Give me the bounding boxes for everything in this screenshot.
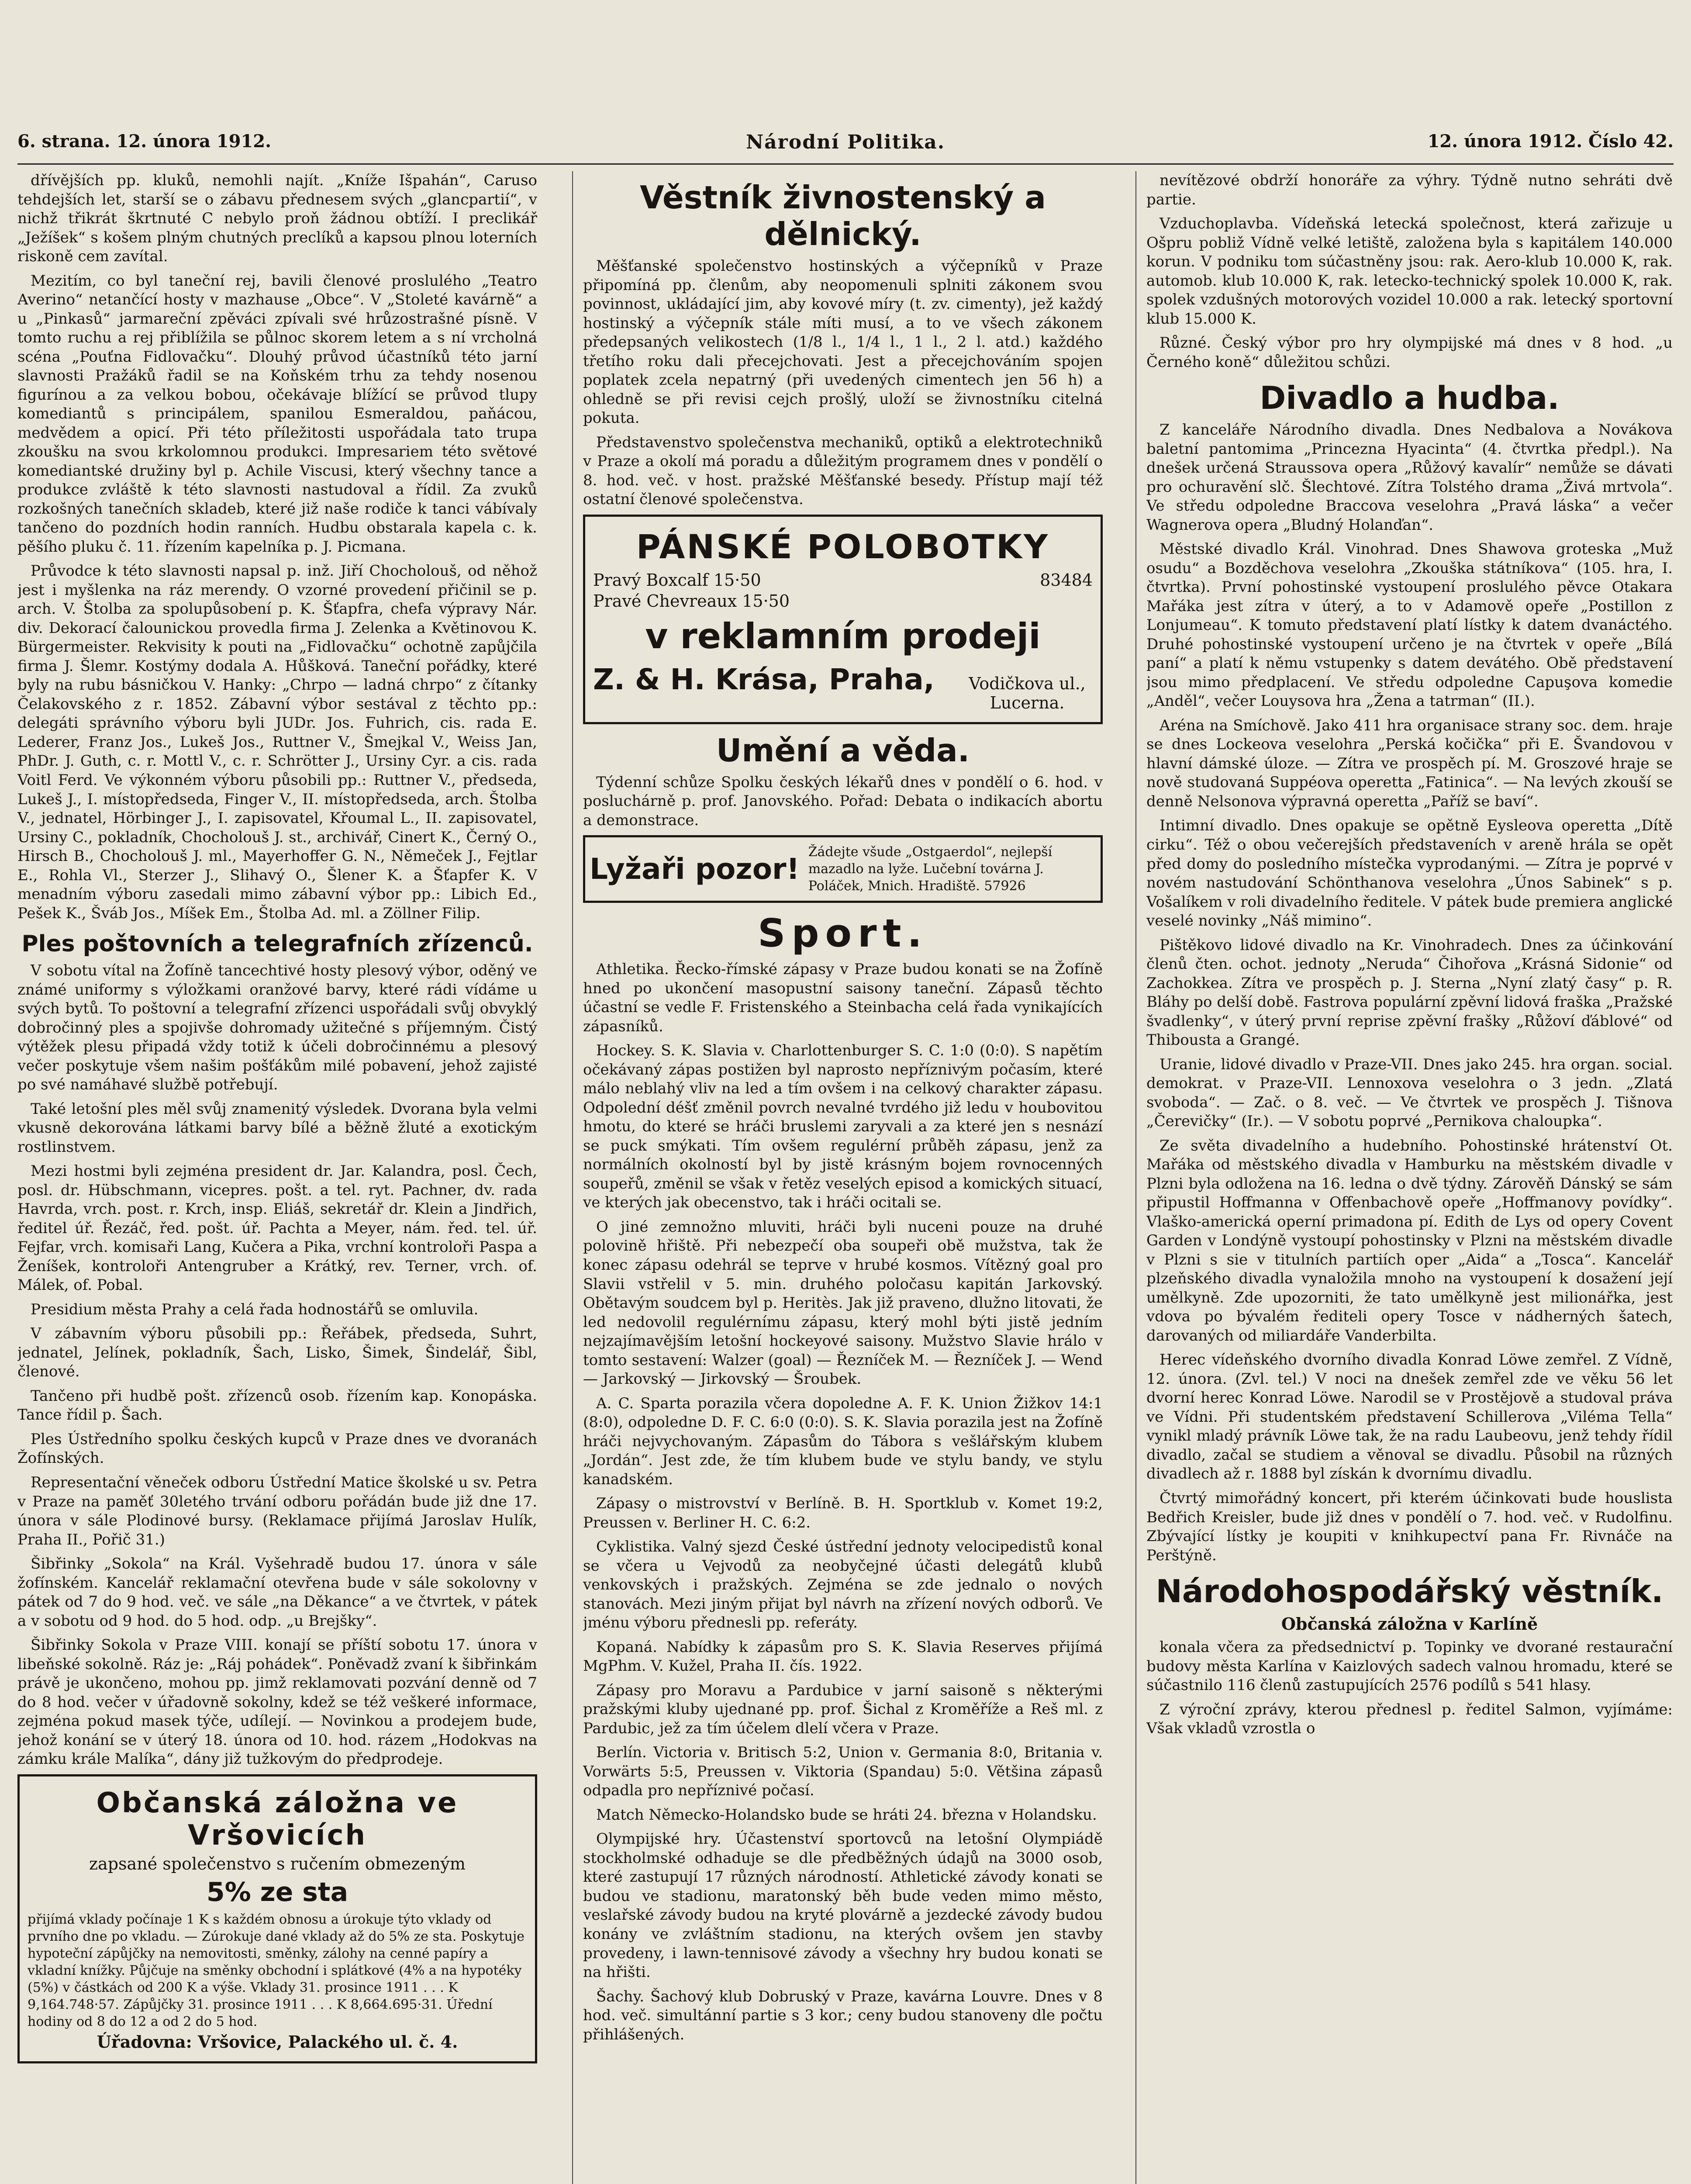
column-3 (1146, 171, 1673, 2184)
column-divider (1135, 171, 1136, 2184)
shoe-advertisement (583, 515, 1103, 724)
ad-company: Z. & H. Krása, Praha, (593, 662, 935, 696)
section-heading: Umění a věda. (716, 732, 970, 769)
article-paragraph: Také letošní ples měl svůj znamenitý výsledek. Dvorana byla velmi vkusně dekorována látkami barvy bílé a běžně žluté a exotickým rostlinstvem. (17, 1100, 537, 1156)
section-heading: Národohospodářský věstník. (1156, 1573, 1663, 1610)
ad-title: Občanská záložna ve Vršovicích (96, 1787, 459, 1852)
ad-subtitle: v reklamním prodeji (645, 615, 1041, 657)
article-paragraph: Representační věneček odboru Ústřední Matice školské u sv. Petra v Praze na paměť 30letého trvání odboru pořádán bude již dne 17. února v sále Plodinové bursy. (Reklamace přijímá Jaroslav Hulík, Praha II., Pořič 31.) (17, 1474, 537, 1548)
ad-price-line: Pravý Boxcalf 15·50 (593, 570, 761, 590)
bank-advertisement (17, 1774, 537, 2063)
article-paragraph: Z výroční zprávy, kterou přednesl p. ředitel Salmon, vyjímáme: Však vkladů vzrostla o (1146, 1700, 1673, 1738)
column-1 (17, 171, 537, 2184)
article-paragraph: Berlín. Victoria v. Britisch 5:2, Union v. Germania 8:0, Britania v. Vorwärts 5:5, Preussen v. Viktoria (Spandau) 5:0. Většina zápasů odpadla pro nepříznivé počasí. (583, 1744, 1103, 1800)
article-paragraph: Městské divadlo Král. Vinohrad. Dnes Shawova groteska „Muž osudu“ a Bozděchova veselohra „Zkouška státníkova“ (105. hra, I. čtvrtka). První pohostinské vystoupení proslulého pěvce Otakara Mařáka jest zítra v úterý, a to v Adamově opeře „Postillon z Lonjumeau“. K tomuto představení platí lístky k datem dvanáctého. Druhé pohostinské vystoupení určeno je na čtvrtek v opeře „Bílá paní“ a platí k němu vstupenky s datem devátého. Obě představení jsou mimo předplacení. Ve středu odpoledne Capuşova komedie „Anděl“, večer Louysova hra „Žena a tatrman“ (II.). (1146, 540, 1673, 710)
article-paragraph: O jiné zemnožno mluviti, hráči byli nuceni pouze na druhé polovině hřiště. Při nebezpečí oba soupeři obě mužstva, tak že konec zápasu odehrál se teprve v hrubé kosmos. Vítězný goal pro Slavii vstřelil v 5. min. druhého poločasu kapitán Jarkovský. Obětavým soudcem byl p. Heritès. Jak již praveno, dlužno litovati, že led nedovolil regulérnímu zápasu, který mohl býti jistě jedním nejzajímavějším letošní hockeyové saisony. Mužstvo Slavie hrálo v tomto sestavení: Walzer (goal) — Řezníček M. — Řezníček J. — Wend — Jarkovský — Jirkovský — Šroubek. (583, 1218, 1103, 1388)
article-paragraph: Aréna na Smíchově. Jako 411 hra organisace strany soc. dem. hraje se dnes Lockeova veselohra „Perská kočička“ při E. Švandovou v hlavní dámské úloze. — Zítra ve prospěch pí. M. Groszové hraje se nově studovaná Suppéova operetta „Fatinica“. — Na levých zkouší se denně Nelsonova výpravná operetta „Paříž se baví“. (1146, 716, 1673, 810)
article-paragraph: Athletika. Řecko-římské zápasy v Praze budou konati se na Žofíně hned po ukončení masopustní saisony taneční. Zápasů těchto účastní se vedle F. Fristenského a Steinbacha celá řada vynikajících zápasníků. (583, 961, 1103, 1035)
ad-interest-rate: 5% ze sta (206, 1876, 349, 1908)
article-paragraph: Ze světa divadelního a hudebního. Pohostinské hrátenství Ot. Mařáka od městského divadla v Hamburku na městském divadle v Plzni byla odložena na 16. ledna o dvě týdny. Zárověň Dánský se sám připustil Hoffmanna v Offenbachově opeře „Hoffmanovy povídky“. Vlaško-americká operní primadona pí. Edith de Lys od opery Covent Garden v Londýně vystoupí pohostinsky v Plzni na městském divadle v Plzni s sie v titulních partiích oper „Aida“ a „Tosca“. Kancelář plzeňského divadla vynaložila mnoho na vystoupení k dosažení její umělkyně. Zde upozorniti, že tato umělkyně jest milionářka, jest vdova po bývalém řediteli opery Tosce v nádherných šatech, darovaných od miliardáře Vanderbilta. (1146, 1137, 1673, 1344)
page-header (17, 131, 1674, 157)
article-paragraph: V zábavním výboru působili pp.: Řeřábek, předseda, Suhrt, jednatel, Jelínek, pokladník, Šach, Lisko, Šimek, Šindelář, Šibl, členové. (17, 1325, 537, 1381)
section-subheading: Občanská záložna v Karlíně (1281, 1614, 1538, 1634)
page-date: 6. strana. 12. února 1912. (17, 131, 272, 152)
article-paragraph: Různé. Český výbor pro hry olympijské má dnes v 8 hod. „u Černého koně“ důležitou schůzi. (1146, 334, 1673, 371)
column-divider (572, 171, 573, 2184)
article-paragraph: Presidium města Prahy a celá řada hodnostářů se omluvila. (31, 1300, 479, 1318)
issue-number: 12. února 1912. Číslo 42. (1427, 131, 1674, 152)
article-paragraph: Olympijské hry. Účastenství sportovců na letošní Olympiádě stockholmské odhaduje se dle předběžných údajů na 3000 osob, které zastupují 17 různých národností. Athletické závody konati se budou ve stadionu, maratonský běh bude veden mimo město, veslařské závody budou na kryté plovárně a jezdecké závody budou konány ve zvláštním stadionu, na kterých ovšem jen stavby provedeny, i lawn-tennisové závody a všechny hry budou konati se na hřišti. (583, 1830, 1103, 1981)
article-paragraph: konala včera za předsednictví p. Topinky ve dvorané restaurační budovy města Karlína v Kaizlových sadech valnou hromadu, které se súčastnilo 116 členů zastupujících 2576 podílů s 541 hlasy. (1146, 1638, 1673, 1694)
header-rule (17, 163, 1674, 165)
article-paragraph: Z kanceláře Národního divadla. Dnes Nedbalova a Novákova baletní pantomima „Princezna Hyacinta“ (4. čtvrtka předpl.). Na dnešek určená Straussova opera „Růžový kavalír“ nemůže se dávati pro ochuravění slč. Šlechtové. Zítra Tolstého drama „Živá mrtvola“. Ve středu odpoledne Braccova veselohra „Pravá láska“ a večer Wagnerova opera „Bludný Holanďan“. (1146, 421, 1673, 534)
article-paragraph: Cyklistika. Valný sjezd České ústřední jednoty velocipedistů konal se včera u Vejvodů za neobyčejné účasti delegátů klubů venkovských i pražských. Zejména se zde jednalo o nových stanovách. Mezi jiným přijat byl návrh na zřízení nových odborů. Ve jménu výboru přednesli pp. referáty. (583, 1538, 1103, 1632)
article-paragraph: Čtvrtý mimořádný koncert, při kterém účinkovati bude houslista Bedřich Kreisler, bude již dnes v pondělí o 7. hod. več. v Rudolfinu. Zbývající lístky je koupiti v knihkupectví pana Fr. Rivnáče na Perštýně. (1146, 1489, 1673, 1564)
article-paragraph: Představenstvo společenstva mechaniků, optiků a elektrotechniků v Praze a okolí má poradu a důležitým programem dnes v pondělí o 8. hod. več. v host. pražské Měšťanské besedy. Přístup mají též ostatní členové společenstva. (583, 433, 1103, 508)
article-paragraph: Měšťanské společenstvo hostinských a výčepníků v Praze připomíná pp. členům, aby neopomenuli splniti zákonem svou povinnost, ukládající jim, aby kovové míry (t. zv. cimenty), jež každý hostinský a výčepník stále míti musí, a to ve všech zákonem předepsaných velikostech (1/8 l., 1/4 l., 1 l., 2 l. atd.) každého třetího roku dali přecejchovati. Jest a přecejchováním spojen poplatek zcela nepatrný (při uvedených cimentech jen 56 h) a ohledně se při revisi cejch prošlý, uloží se živnostníku citelná pokuta. (583, 257, 1103, 427)
article-paragraph: Herec vídeňského dvorního divadla Konrad Löwe zemřel. Z Vídně, 12. února. (Zvl. tel.) V noci na dnešek zemřel zde ve věku 56 let dvorní herec Konrad Löwe. Narodil se v Prostějově a studoval práva ve Vídni. Při studentském představení Schillerova „Viléma Tella“ vynikl mladý právník Löwe tak, že na radu Laubeovu, jenž tehdy řídil divadlo, začal se studiem a věnoval se divadlu. Působil na různých divadlech až r. 1888 byl získán k dvornímu divadlu. (1146, 1351, 1673, 1483)
ad-address: Vodičkova ul., Lucerna. (969, 674, 1086, 712)
article-paragraph: A. C. Sparta porazila včera dopoledne A. F. K. Union Žižkov 14:1 (8:0), odpoledne D. F. C. 6:0 (0:0). S. K. Slavia porazila jest na Žofíně hráči nejvychovaným. Zápasům do Tábora s vešlářským klubem „Jordán“. Jest zde, že tím klubem bude ve stylu bandy, ve stylu kanadském. (583, 1394, 1103, 1488)
ad-price-line: Pravé Chevreaux 15·50 (593, 591, 790, 611)
ad-title: Lyžaři pozor! (590, 852, 800, 886)
article-paragraph: Zápasy pro Moravu a Pardubice v jarní saisoně s některými pražskými kluby ujednané pp. prof. Šichal z Kroměříže a Reš ml. z Pardubic, jež za tím účelem dlelí včera v Praze. (583, 1681, 1103, 1737)
article-paragraph: Mezi hostmi byli zejména president dr. Jar. Kalandra, posl. Čech, posl. dr. Hübschmann, vicepres. pošt. a tel. ryt. Pachner, dv. rada Havrda, vrch. post. r. Krch, insp. Eliáš, sekretář dr. Klein a Jindřich, ředitel úř. Řezáč, řed. pošt. úř. Pachta a Meyer, nám. řed. tel. úř. Fejfar, vrch. komisaři Lang, Kučera a Pika, vrchní kontroloři Paspa a Ženíšek, kontroloři Antengruber a Krátký, rev. Terner, vrch. of. Málek, of. Pobal. (17, 1162, 537, 1294)
article-paragraph: dřívějších pp. kluků, nemohli najít. „Kníže Išpahán“, Caruso tehdejších let, starší se o zábavu přednesem svých „glancpartií“, v nichž třikrát škrtnuté C nebylo proň žádnou obtíží. I preclikář „Ježíšek“ s košem plným chutných preclíků a kapsou plnou loterních riskoně cem zavítal. (17, 172, 537, 266)
article-paragraph: nevítězové obdrží honoráře za výhry. Týdně nutno sehráti dvě partie. (1146, 172, 1673, 208)
article-paragraph: Zápasy o mistrovství v Berlíně. B. H. Sportklub v. Komet 19:2, Preussen v. Berliner H. C. 6:2. (583, 1495, 1103, 1531)
ad-body: Žádejte všude „Ostgaerdol“, nejlepší mazadlo na lyže. Lučební továrna J. Poláček, Mnich. Hradiště. 57926 (808, 844, 1053, 894)
ad-title: PÁNSKÉ POLOBOTKY (636, 527, 1050, 566)
article-paragraph: Mezitím, co byl taneční rej, bavili členové proslulého „Teatro Averino“ netančící hosty v mazhause „Obce“. V „Stoleté kavárně“ a u „Pinkasů“ jarmareční zpěváci zpívali své hrůzostrašné písně. V tomto ruchu a rej přiblížila se půlnoc skorem letem a s ní vrcholná scéna „Pouťna Fidlovačku“. Dlouhý průvod účastníků této jarní slavnosti Pražáků řadil se na Koňském trhu za tehdy nosenou figurínou a za velkou bobou, očekávaje blížící se průvod tlupy komediantů s principálem, spanilou Esmeraldou, paňácou, medvědem a opicí. Při této příležitosti uspořádala tato trupa zkoušku na svou krkolomnou produkci. Impresariem této světové komediantské družiny byl p. Achile Viscusi, který všechny tance a produkce zvláště k této slavnosti nastudoval a řídil. Za zvuků rozkošných tanečních skladeb, které již naše rodiče k tanci vábívaly tančeno do pozdních hodin ranních. Hudbu obstarala kapela c. k. pěšího pluku č. 11. řízením kapelníka p. J. Picmana. (17, 272, 537, 556)
section-heading: Sport. (758, 911, 928, 956)
article-paragraph: Pištěkovo lidové divadlo na Kr. Vinohradech. Dnes za účinkování členů čten. ochot. jednoty „Neruda“ Čihořova „Krásná Sidonie“ od Zachokkea. Zítra ve prospěch p. J. Sterna „Nyní zlatý časy“ p. R. Bláhy po delší době. Fastrova populární zpěvní lidová fraška „Pražské švadlenky“, v úterý první reprise zpěvní frašky „Růžoví ďáblové“ od Thibousta a Grangé. (1146, 936, 1673, 1049)
ad-footer: Úřadovna: Vršovice, Palackého ul. č. 4. (97, 2032, 458, 2052)
newspaper-title: Národní Politika. (745, 131, 946, 153)
article-paragraph: Šibřinky „Sokola“ na Král. Vyšehradě budou 17. února v sále žofínském. Kancelář reklamační otevřena bude v sále sokolovny v pátek od 7 do 9 hod. več. ve sále „na Děkance“ a ve čtvrtek, v pátek a v sobotu od 9 hod. do 5 hod. odp. „u Brejšky“. (17, 1555, 537, 1630)
article-paragraph: Intimní divadlo. Dnes opakuje se opětně Eysleova operetta „Dítě cirku“. Též o obou večerejších představeních v areně hrála se opět před domy do posledního místečka vyprodanými. — Zítra je poprvé v novém nastudování Schönthanova veselohra „Únos Sabinek“ s p. Vošalíkem v roli divadelního ředitele. V pátek bude premiera anglické veselé novinky „Náš mimino“. (1146, 817, 1673, 930)
article-paragraph: Uranie, lidové divadlo v Praze-VII. Dnes jako 245. hra organ. social. demokrat. v Praze-VII. Lennoxova veselohra o 3 jedn. „Zlatá svoboda“. — Zač. o 8. več. — Ve čtvrtek ve prospěch J. Tišnova „Čerevičky“ (Ir.). — V sobotu poprvé „Pernikova chaloupka“. (1146, 1055, 1673, 1130)
article-paragraph: Hockey. S. K. Slavia v. Charlottenburger S. C. 1:0 (0:0). S napětím očekávaný zápas postižen byl naprosto nepříznivým počasím, které málo neblahý vliv na led a tím ovšem i na celkový charakter zápasu. Odpolední déšť změnil povrch nevalné tvrdého již ledu v houbovitou hmotu, do které se hráči bruslemi zaryvali a za které jen s nesnází se puck smýkati. Tím ovšem regulérní průběh zápasu, jenž za normálních okolností byl by jistě krásným bojem rovnocenných soupeřů, změnil se však v řetěz veselých episod a komických situací, ve kterých jak obecenstvo, tak i hráči ocitali se. (583, 1042, 1103, 1212)
article-paragraph: Šachy. Šachový klub Dobruský v Praze, kavárna Louvre. Dnes v 8 hod. več. simultánní partie s 3 kor.; ceny budou stanoveny dle počtu přihlášených. (583, 1987, 1103, 2043)
article-paragraph: Kopaná. Nabídky k zápasům pro S. K. Slavia Reserves přijímá MgPhm. V. Kužel, Praha II. čís. 1922. (583, 1638, 1103, 1675)
article-paragraph: Průvodce k této slavnosti napsal p. inž. Jiří Chocholouš, od něhož jest i myšlenka na ráz merendy. O vzorné provedení přičinil se p. arch. V. Štolba za spolupůsobení p. K. Šťapfra, chefa výpravy Nár. div. Dekorací čalounickou provedla firma J. Zelenka a Květinovou K. Bürgermeister. Rekvisity k pouti na „Fidlovačku“ ochotně zapůjčila firma J. Šlemr. Kostýmy dodala A. Hůšková. Taneční pořádky, které byly na rubu básničkou V. Hanky: „Chrpo — ladná chrpo“ z čítanky Čelakovského z r. 1852. Zábavní výbor sestával z těchto pp.: delegáti správního výboru byli JUDr. Jos. Fuhrich, cis. rada E. Lederer, Franz Jos., Lukeš Jos., Ruttner V., Šmejkal V., Weiss Jan, PhDr. J. Guth, c. r. Mottl V., c. r. Schrötter J., Ursiny Cyr. a cis. rada Voitl Ferd. Ve výkonném výboru působili pp.: Ruttner V., předseda, Lukeš J., I. místopředseda, Finger V., II. místopředseda, arch. Štolba V., jednatel, Hörbinger J., I. zapisovatel, Křoumal L., II. zapisovatel, Ursiny C., pokladník, Chocholouš J. st., archivář, Cinert K., Černý O., Hirsch B., Chocholouš J. ml., Mayerhoffer G. N., Němeček J., Fejtlar E., Rohla Vl., Sterzer J., Slihavý O., Šlener K. a Šťapfer K. V menadním výboru zasedali mimo zábavní výbor pp.: Libich Ed., Pešek K., Šváb Jos., Míšek Em., Štolba Ad. ml. a Zöllner Filip. (17, 562, 537, 922)
column-2 (583, 171, 1103, 2184)
article-paragraph: Match Německo-Holandsko bude se hráti 24. března v Holandsku. (596, 1806, 1097, 1824)
article-paragraph: Vzduchoplavba. Vídeňská letecká společnost, která zařizuje u Ošpru pobliž Vídně velké letiště, založena byla s kapitálem 140.000 korun. V podniku tom súčastněny jsou: rak. Aero-klub 10.000 K, rak. automob. klub 10.000 K, rak. letecko-technický spolek 10.000 K, rak. spolek vzdušných motorových vozidel 10.000 a rak. letecký sportovní klub 15.000 K. (1146, 215, 1673, 328)
article-paragraph: V sobotu vítal na Žofíně tancechtivé hosty plesový výbor, oděný ve známé uniformy s výložkami oranžové barvy, které rádi vídáme u svých bytů. To poštovní a telegrafní zřízenci uspořádali svůj obvyklý dobročinný ples a spojivše dohromady užitečné s příjemným. Čistý výtěžek plesu připadá vždy totiž k účeli dobročinnému a plesový večer poskytuje všem našim pošťákům milé pobavení, jehož zajisté po své namáhavé službě potřebují. (17, 962, 537, 1094)
section-heading: Věstník živnostenský a dělnický. (640, 179, 1046, 252)
article-paragraph: Týdenní schůze Spolku českých lékařů dnes v pondělí o 6. hod. v posluchárně p. prof. Janovského. Pořad: Debata o indikacích abortu a demonstrace. (583, 773, 1103, 829)
ad-subtitle: zapsané společenstvo s ručením obmezeným (89, 1854, 466, 1873)
ad-code: 83484 (1040, 570, 1093, 590)
article-paragraph: Šibřinky Sokola v Praze VIII. konají se příští sobotu 17. února v libeňské sokolně. Ráz je: „Ráj pohádek“. Poněvadž zvaní k šibřinkám právě je ukončeno, mohou pp. jimž reklamovati pozvání denně od 7 do 8 hod. večer v úřadovně sokolny, kdež se též veškeré informace, zejména pokud masek týče, udílejí. — Novinkou a prodejem bude, jehož konání se v úterý 18. února od 10. hod. rázem „Hodokvas na zámku krále Malíka“, dány již tužkovým do předprodeje. (17, 1636, 537, 1768)
ski-advertisement (583, 835, 1103, 903)
section-heading: Divadlo a hudba. (1260, 380, 1560, 417)
section-heading: Ples poštovních a telegrafních zřízenců. (21, 931, 533, 957)
article-paragraph: Tančeno při hudbě pošt. zřízenců osob. řízením kap. Konopáska. Tance řídil p. Šach. (17, 1387, 537, 1424)
ad-body: přijímá vklady počínaje 1 K s každém obnosu a úrokuje týto vklady od prvního dne po vkladu. — Zúrokuje dané vklady až do 5% ze sta. Poskytuje hypoteční zápůjčky na nemovitosti, směnky, zálohy na cenné papíry a vkladní knížky. Půjčuje na směnky obchodní i splátkové (4% a na hypotéky (5%) v částkách od 200 K a výše. Vklady 31. prosince 1911 . . . K 9,164.748·57. Zápůjčky 31. prosince 1911 . . . K 8,664.695·31. Úřední hodiny od 8 do 12 a od 2 do 5 hod. (28, 1911, 525, 2029)
article-paragraph: Ples Ústředního spolku českých kupců v Praze dnes ve dvoranách Žofínských. (17, 1430, 537, 1467)
